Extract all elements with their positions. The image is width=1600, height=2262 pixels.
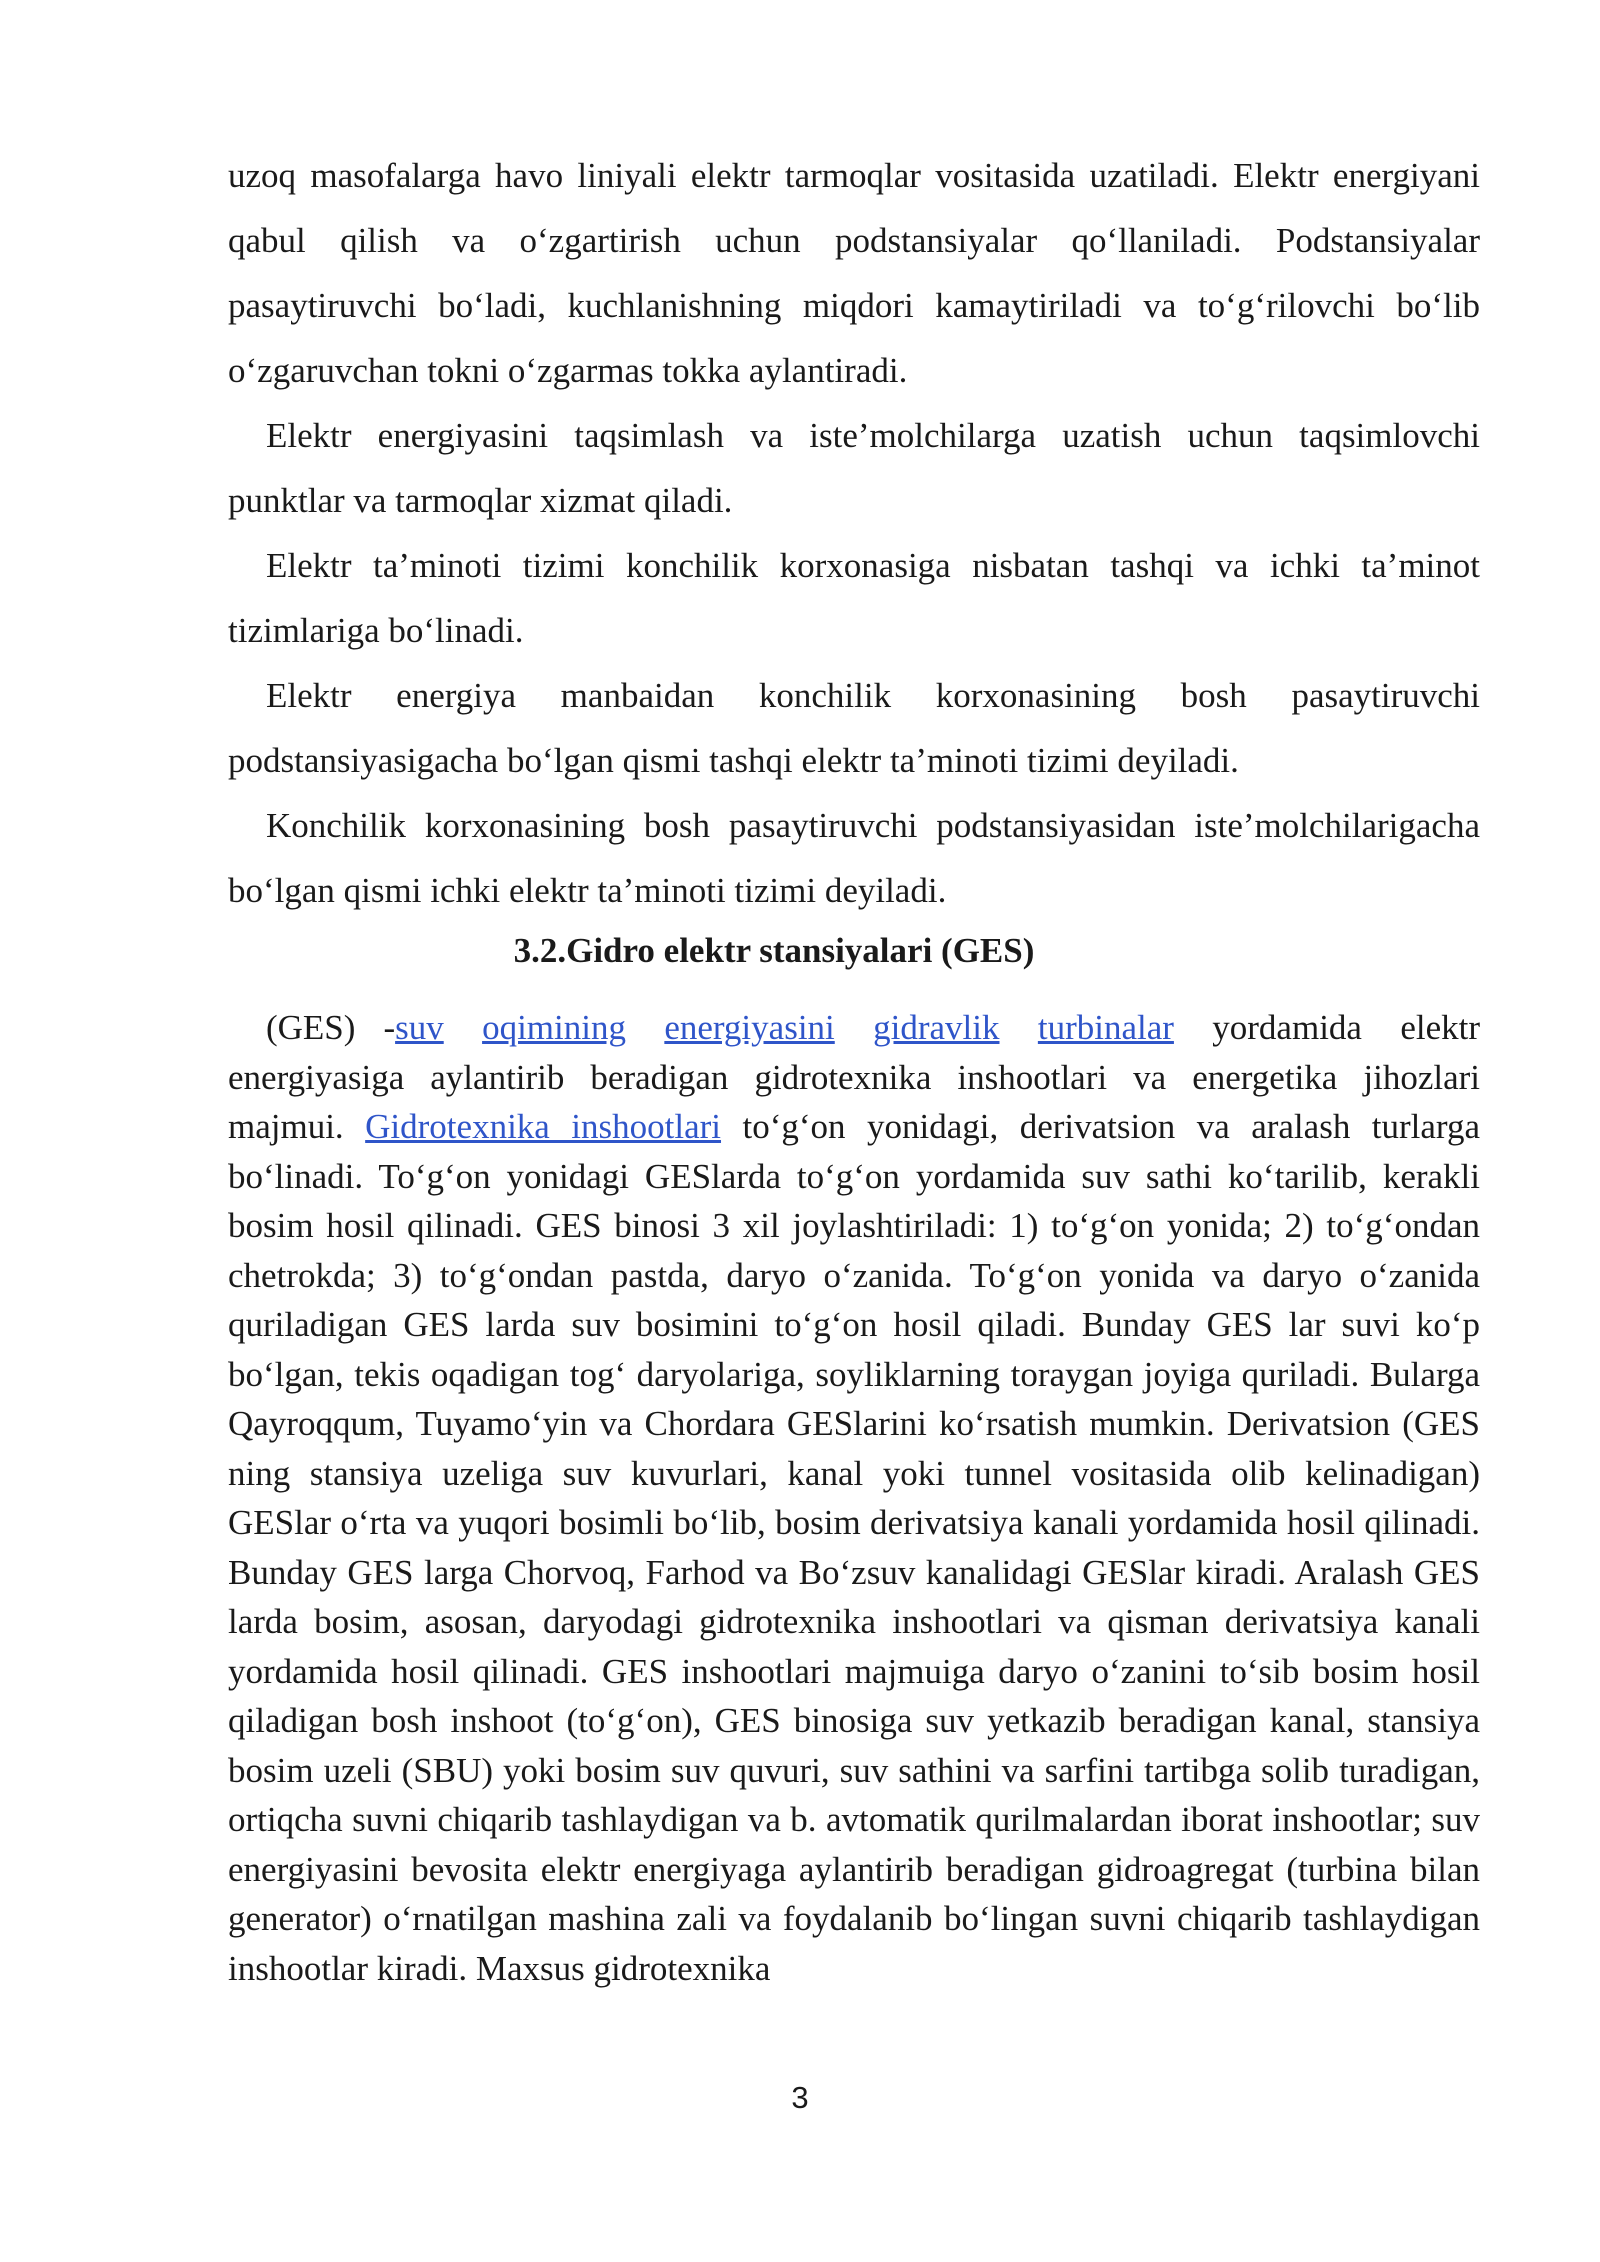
link-gidrotexnika-inshootlari[interactable]: Gidrotexnika inshootlari	[365, 1107, 722, 1146]
paragraph-internal-supply: Konchilik korxonasining bosh pasaytiruvchi podstansiyasidan iste’molchilarigacha bo‘lgan qismi ichki elektr ta’minoti tizimi deyiladi.	[228, 806, 1480, 910]
section-heading	[228, 922, 1480, 980]
ges-section-text	[228, 1003, 1480, 1993]
paragraph-external-supply: Elektr energiya manbaidan konchilik korxonasining bosh pasaytiruvchi podstansiyasigacha bo‘lgan qismi tashqi elektr ta’minoti tizimi deyiladi.	[228, 676, 1480, 780]
ges-abbreviation: (GES)	[266, 1008, 356, 1047]
link-gidravlik[interactable]: gidravlik	[873, 1008, 1000, 1047]
intro-text	[228, 143, 1480, 923]
section-heading-text: 3.2.Gidro elektr stansiyalari (GES)	[513, 931, 1035, 970]
dash: -	[383, 1008, 396, 1047]
link-oqimining[interactable]: oqimining	[482, 1008, 626, 1047]
ges-types-text: to‘g‘on yonidagi, derivatsion va aralash turlarga bo‘linadi. To‘g‘on yonidagi GESlarda to‘g‘on yordamida suv sathi ko‘tarilib, kerakli bosim hosil qilinadi. GES binosi 3 xil joylashtiriladi: 1) to‘g‘on yonida; 2) to‘g‘ondan chetrokda; 3) to‘g‘ondan pastda, daryo o‘zanida. To‘g‘on yonida va daryo o‘zanida quriladigan GES larda suv bosimini to‘g‘on hosil qiladi. Bunday GES lar suvi ko‘p bo‘lgan, tekis oqadigan tog‘ daryolariga, soyliklarning toraygan joyiga quriladi. Bularga Qayroqqum, Tuyamo‘yin va Chordara GESlarini ko‘rsatish mumkin. Derivatsion (GES ning stansiya uzeliga suv kuvurlari, kanal yoki tunnel vositasida olib kelinadigan) GESlar o‘rta va yuqori bosimli bo‘lib, bosim derivatsiya kanali yordamida hosil qilinadi. Bunday GES larga Chorvoq, Farhod va Bo‘zsuv kanalidagi GESlar kiradi. Aralash GES larda bosim, asosan, daryodagi gidrotexnika inshootlari va qisman derivatsiya kanali yordamida hosil qilinadi. GES inshootlari majmuiga daryo o‘zanini to‘sib bosim hosil qiladigan bosh inshoot (to‘g‘on), GES binosiga suv yetkazib beradigan kanal, stansiya bosim uzeli (SBU) yoki bosim suv quvuri, suv sathini va sarfini tartibga solib turadigan, ortiqcha suvni chiqarib tashlaydigan va b. avtomatik qurilmalardan iborat inshootlar; suv energiyasini bevosita elektr energiyaga aylantirib beradigan gidroagregat (turbina bilan generator) o‘rnatilgan mashina zali va foydalanib bo‘lingan suvni chiqarib tashlaydigan inshootlar kiradi. Maxsus gidrotexnika	[228, 1107, 1480, 1988]
link-energiyasini[interactable]: energiyasini	[664, 1008, 835, 1047]
paragraph-distribution: Elektr energiyasini taqsimlash va iste’molchilarga uzatish uchun taqsimlovchi punktlar va tarmoqlar xizmat qiladi.	[228, 416, 1480, 520]
link-suv[interactable]: suv	[395, 1008, 444, 1047]
page-number: 3	[791, 2080, 809, 2115]
paragraph-transmission: uzoq masofalarga havo liniyali elektr tarmoqlar vositasida uzatiladi. Elektr energiyani qabul qilish va o‘zgartirish uchun podstansiyalar qo‘llaniladi. Podstansiyalar pasaytiruvchi bo‘ladi, kuchlanishning miqdori kamaytiriladi va to‘g‘rilovchi bo‘lib o‘zgaruvchan tokni o‘zgarmas tokka aylantiradi.	[228, 156, 1480, 390]
ges-definition-text: yordamida elektr energiyasiga aylantirib beradigan gidrotexnika inshootlari va energetika jihozlari majmui.	[228, 1008, 1480, 1146]
link-turbinalar[interactable]: turbinalar	[1037, 1008, 1174, 1047]
paragraph-ges-definition	[228, 1003, 1480, 1993]
paragraph-supply-system: Elektr ta’minoti tizimi konchilik korxonasiga nisbatan tashqi va ichki ta’minot tizimlariga bo‘linadi.	[228, 546, 1480, 650]
